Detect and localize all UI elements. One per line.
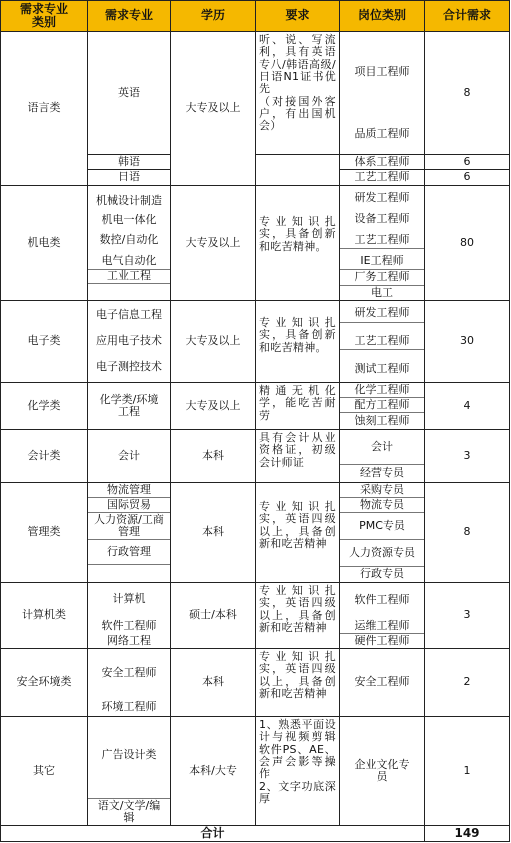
acct-job-business-specialist: 经营专员 [360,466,404,480]
mech-major-cnc-automation: 数控/自动化 [99,232,159,246]
mgmt-major-logistics: 物流管理 [88,483,170,498]
safe-degree: 本科 [170,648,256,717]
safe-category: 安全环境类 [0,648,88,717]
chem-requirement: 精通无机化学，能吃苦耐劳 [255,382,340,430]
lang-category: 语言类 [0,31,88,186]
mgmt-major-intl-trade: 国际贸易 [88,498,170,513]
comp-job-software: 软件工程师 [354,592,410,606]
chem-count: 4 [424,382,510,430]
mech-count: 80 [424,185,510,301]
mgmt-count: 8 [424,482,510,583]
comp-job-ops: 运维工程师 [340,619,424,634]
mgmt-job-hr: 人力资源专员 [340,540,424,567]
lang-major-korean: 韩语 [87,154,171,170]
elec-major-measurement-control: 电子测控技术 [96,359,162,373]
elec-job-rd-engineer: 研发工程师 [340,305,424,323]
mech-major-mechatronics: 机电一体化 [101,214,157,227]
safe-major-safety: 安全工程师 [101,665,157,679]
mgmt-category: 管理类 [0,482,88,583]
comp-major-software: 软件工程师 [101,619,157,633]
safe-major-environment: 环境工程师 [101,700,157,714]
lang-job-project-engineer: 项目工程师 [354,64,410,78]
acct-category: 会计类 [0,429,88,483]
mech-major-mechanical-design: 机械设计制造 [96,193,162,207]
other-requirement: 1、熟悉平面设计与视频剪辑软件PS、AE、会声会影等操作 2、文字功底深厚 [255,716,340,826]
mech-job-equipment-engineer: 设备工程师 [354,212,410,226]
comp-major-network: 网络工程 [107,634,151,647]
other-degree: 本科/大专 [170,716,256,826]
elec-job-process-engineer: 工艺工程师 [340,334,424,350]
other-job-culture-specialist: 企业文化专员 [339,716,425,826]
chem-degree: 大专及以上 [170,382,256,430]
header-degree: 学历 [170,0,256,32]
lang-job-quality-engineer: 品质工程师 [354,126,410,140]
elec-major-info-engineering: 电子信息工程 [96,307,162,321]
elec-category: 电子类 [0,300,88,383]
total-label: 合计 [0,825,425,842]
mech-major-industrial-engineering: 工业工程 [88,269,170,284]
header-job-type: 岗位类别 [339,0,425,32]
mgmt-major-hr-business: 人力资源/工商管理 [88,513,170,540]
mgmt-job-logistics: 物流专员 [340,498,424,513]
mgmt-job-purchasing: 采购专员 [340,483,424,498]
chem-category: 化学类 [0,382,88,430]
mech-degree: 大专及以上 [170,185,256,301]
mgmt-requirement: 专业知识扎实，英语四级以上，具备创新和吃苦精神 [255,482,340,583]
mech-job-rd-engineer: 研发工程师 [354,191,410,205]
comp-degree: 硕士/本科 [170,582,256,649]
header-total: 合计需求 [424,0,510,32]
comp-major-computer: 计算机 [112,591,146,605]
header-category: 需求专业 类别 [0,0,88,32]
mech-job-ie-engineer: IE工程师 [340,254,424,270]
acct-major: 会计 [87,429,171,483]
elec-requirement: 专业知识扎实，具备创新和吃苦精神。 [255,300,340,383]
acct-requirement: 具有会计从业资格证，初级会计师证 [255,429,340,483]
mgmt-job-admin: 行政专员 [360,567,404,581]
other-major-literature: 语文/文学/编辑 [88,798,170,825]
lang-count-japanese: 6 [424,169,510,186]
mech-requirement: 专业知识扎实，具备创新和吃苦精神。 [259,215,336,253]
mech-job-process-engineer: 工艺工程师 [340,232,424,249]
comp-count: 3 [424,582,510,649]
lang-degree: 大专及以上 [170,31,256,186]
mech-major-electrical-automation: 电气自动化 [101,254,157,267]
chem-job-formula-engineer: 配方工程师 [340,398,424,413]
comp-requirement: 专业知识扎实，英语四级以上，具备创新和吃苦精神 [255,582,340,649]
comp-job-hardware: 硬件工程师 [354,634,410,647]
lang-major-english: 英语 [87,31,171,155]
lang-job-process-engineer: 工艺工程师 [339,169,425,186]
acct-degree: 本科 [170,429,256,483]
lang-count-english: 8 [424,31,510,155]
mgmt-degree: 本科 [170,482,256,583]
other-category: 其它 [0,716,88,826]
elec-degree: 大专及以上 [170,300,256,383]
mech-category: 机电类 [0,185,88,301]
header-major: 需求专业 [87,0,171,32]
safe-requirement: 专业知识扎实，英语四级以上，具备创新和吃苦精神 [255,648,340,717]
lang-count-korean: 6 [424,154,510,170]
other-count: 1 [424,716,510,826]
elec-major-applied-electronics: 应用电子技术 [96,333,162,347]
mech-job-electrician: 电工 [371,286,393,299]
mgmt-major-admin: 行政管理 [88,540,170,565]
other-major-ad-design: 广告设计类 [101,747,157,761]
acct-job-accountant: 会计 [340,430,424,465]
lang-requirement: 听、说、写流利，具有英语专八/韩语高级/日语N1证书优先 （对接国外客户，有出国机会） [255,31,340,155]
total-value: 149 [424,825,510,842]
mech-job-facility-engineer: 厂务工程师 [340,270,424,286]
acct-count: 3 [424,429,510,483]
safe-count: 2 [424,648,510,717]
mgmt-job-pmc: PMC专员 [340,513,424,540]
lang-major-japanese: 日语 [87,169,171,186]
chem-job-etching-engineer: 蚀刻工程师 [354,413,410,427]
elec-job-test-engineer: 测试工程师 [354,361,410,375]
lang-requirement-empty [255,154,340,186]
safe-job-safety: 安全工程师 [339,648,425,717]
chem-job-chemical-engineer: 化学工程师 [340,383,424,398]
chem-major: 化学类/环境工程 [87,382,171,430]
elec-count: 30 [424,300,510,383]
comp-category: 计算机类 [0,582,88,649]
lang-job-system-engineer: 体系工程师 [339,154,425,170]
header-requirement: 要求 [255,0,340,32]
